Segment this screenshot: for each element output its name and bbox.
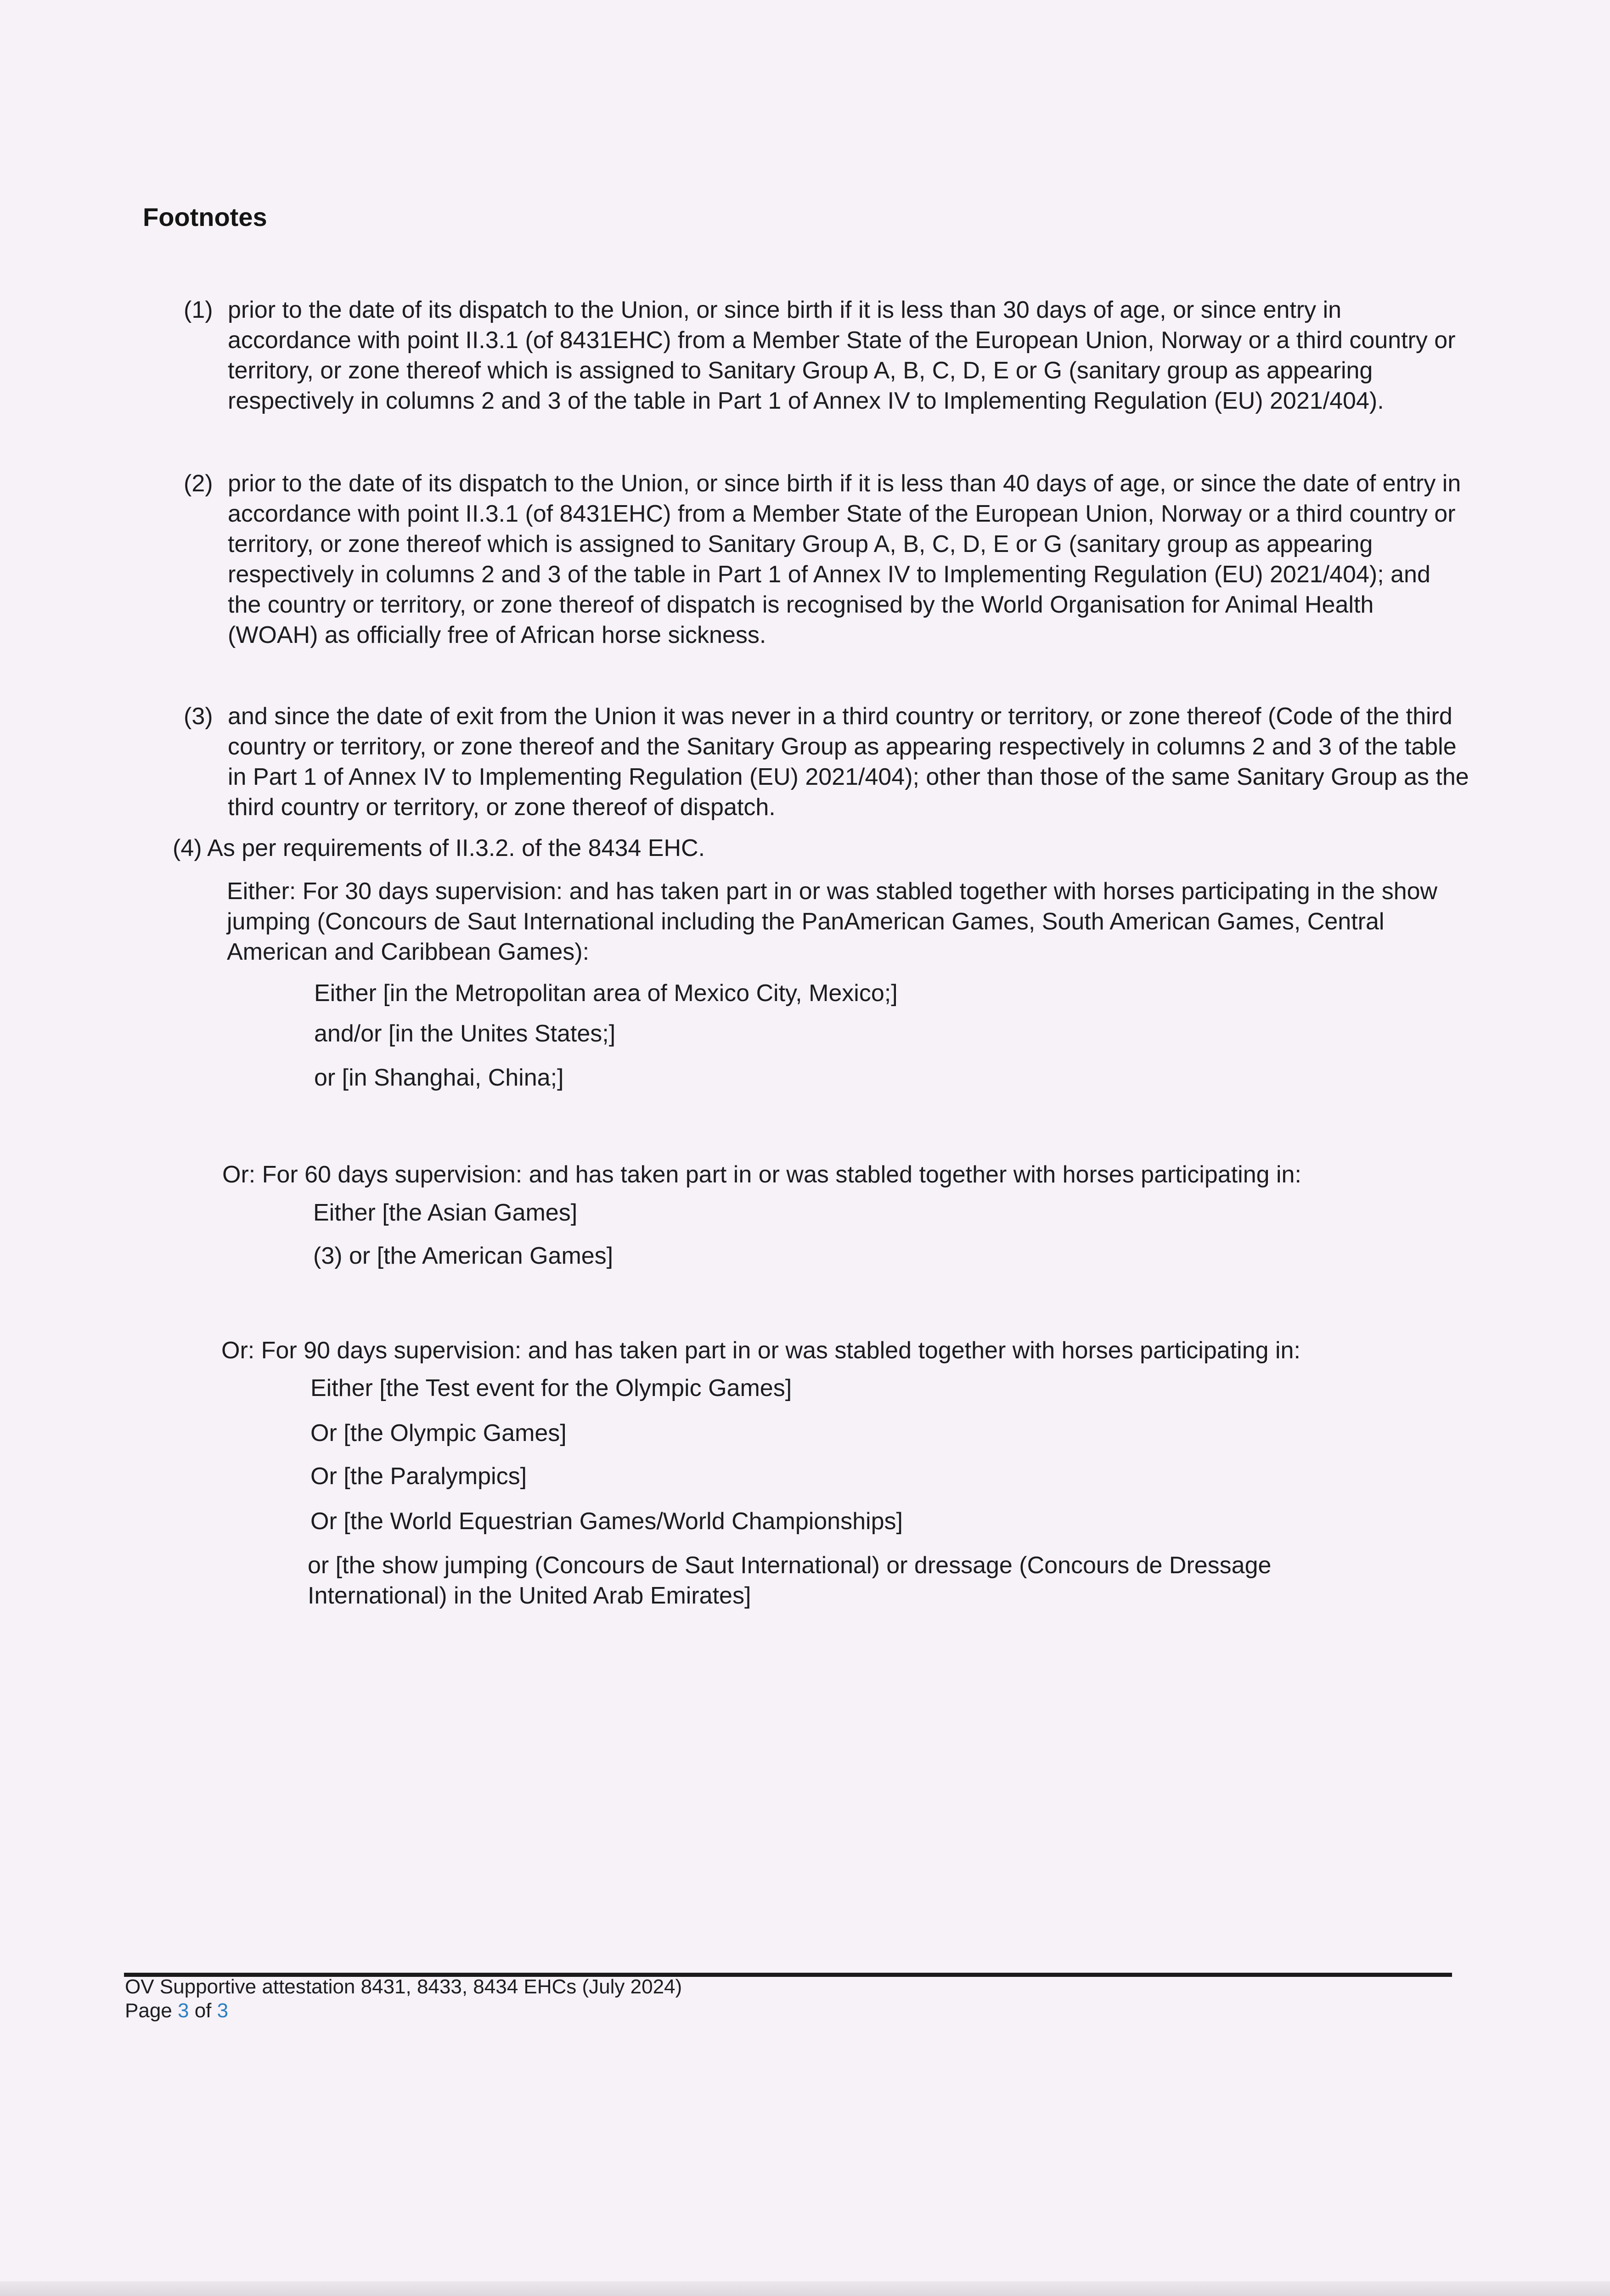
section-30-days-item: and/or [in the Unites States;] (314, 1020, 616, 1047)
section-60-days-item: (3) or [the American Games] (313, 1243, 614, 1269)
page-total: 3 (217, 1999, 229, 2022)
page-prefix: Page (125, 1999, 178, 2022)
section-90-days-header: Or: For 90 days supervision: and has taken part in or was stabled together with horses participating in: (221, 1337, 1300, 1364)
section-90-days-item: Or [the Paralympics] (310, 1463, 527, 1490)
footnote-number: (3) (184, 703, 213, 730)
section-30-days-item: or [in Shanghai, China;] (314, 1064, 564, 1091)
section-30-days-item: Either [in the Metropolitan area of Mexico City, Mexico;] (314, 980, 898, 1007)
section-90-days-item: or [the show jumping (Concours de Saut International) or dressage (Concours de Dressage International) in the United Arab Emirates] (308, 1552, 1272, 1609)
scan-edge (0, 2281, 1610, 2296)
section-30-days-header: Either: For 30 days supervision: and has taken part in or was stabled together with horses participating in the show jumping (Concours de Saut International including the PanAmerican Games, South American Games, Central American and Caribbean Games): (227, 878, 1438, 965)
footnote-1 (184, 295, 1469, 416)
section-90-days-item: Either [the Test event for the Olympic Games] (310, 1375, 792, 1401)
footnote-text: prior to the date of its dispatch to the Union, or since birth if it is less than 40 days of age, or since the date of entry in accordance with point II.3.1 (of 8431EHC) from a Member State of the European Union, Norway or a third country or territory, or zone thereof which is assigned to Sanitary Group A, B, C, D, E or G (sanitary group as appearing respectively in columns 2 and 3 of the table in Part 1 of Annex IV to Implementing Regulation (EU) 2021/404); and the country or territory, or zone thereof of dispatch is recognised by the World Organisation for Animal Health (WOAH) as officially free of African horse sickness. (228, 470, 1461, 648)
section-60-days-item: Either [the Asian Games] (313, 1199, 578, 1226)
footnote-4-intro: (4) As per requirements of II.3.2. of the 8434 EHC. (173, 835, 705, 861)
section-90-days-item: Or [the World Equestrian Games/World Championships] (310, 1508, 903, 1535)
footnote-text: and since the date of exit from the Union it was never in a third country or territory, or zone thereof (Code of the third country or territory, or zone thereof and the Sanitary Group as appearing respectively in columns 2 and 3 of the table in Part 1 of Annex IV to Implementing Regulation (EU) 2021/404); other than those of the same Sanitary Group as the third country or territory, or zone thereof of dispatch. (228, 703, 1469, 821)
footnote-3 (184, 701, 1469, 822)
section-60-days-header: Or: For 60 days supervision: and has taken part in or was stabled together with horses participating in: (222, 1161, 1301, 1188)
footnotes-heading: Footnotes (143, 203, 267, 231)
footer-title: OV Supportive attestation 8431, 8433, 8434 EHCs (July 2024) (125, 1975, 682, 1998)
page-current: 3 (177, 1999, 189, 2022)
footnote-2 (184, 468, 1469, 650)
footnote-number: (2) (184, 470, 213, 497)
footnote-text: prior to the date of its dispatch to the Union, or since birth if it is less than 30 days of age, or since entry in accordance with point II.3.1 (of 8431EHC) from a Member State of the European Union, Norway or a third country or territory, or zone thereof which is assigned to Sanitary Group A, B, C, D, E or G (sanitary group as appearing respectively in columns 2 and 3 of the table in Part 1 of Annex IV to Implementing Regulation (EU) 2021/404). (228, 297, 1456, 414)
section-90-days-item: Or [the Olympic Games] (310, 1420, 567, 1446)
page-separator: of (189, 1999, 217, 2022)
footnote-number: (1) (184, 297, 213, 323)
footer-page-number (125, 1998, 228, 2023)
